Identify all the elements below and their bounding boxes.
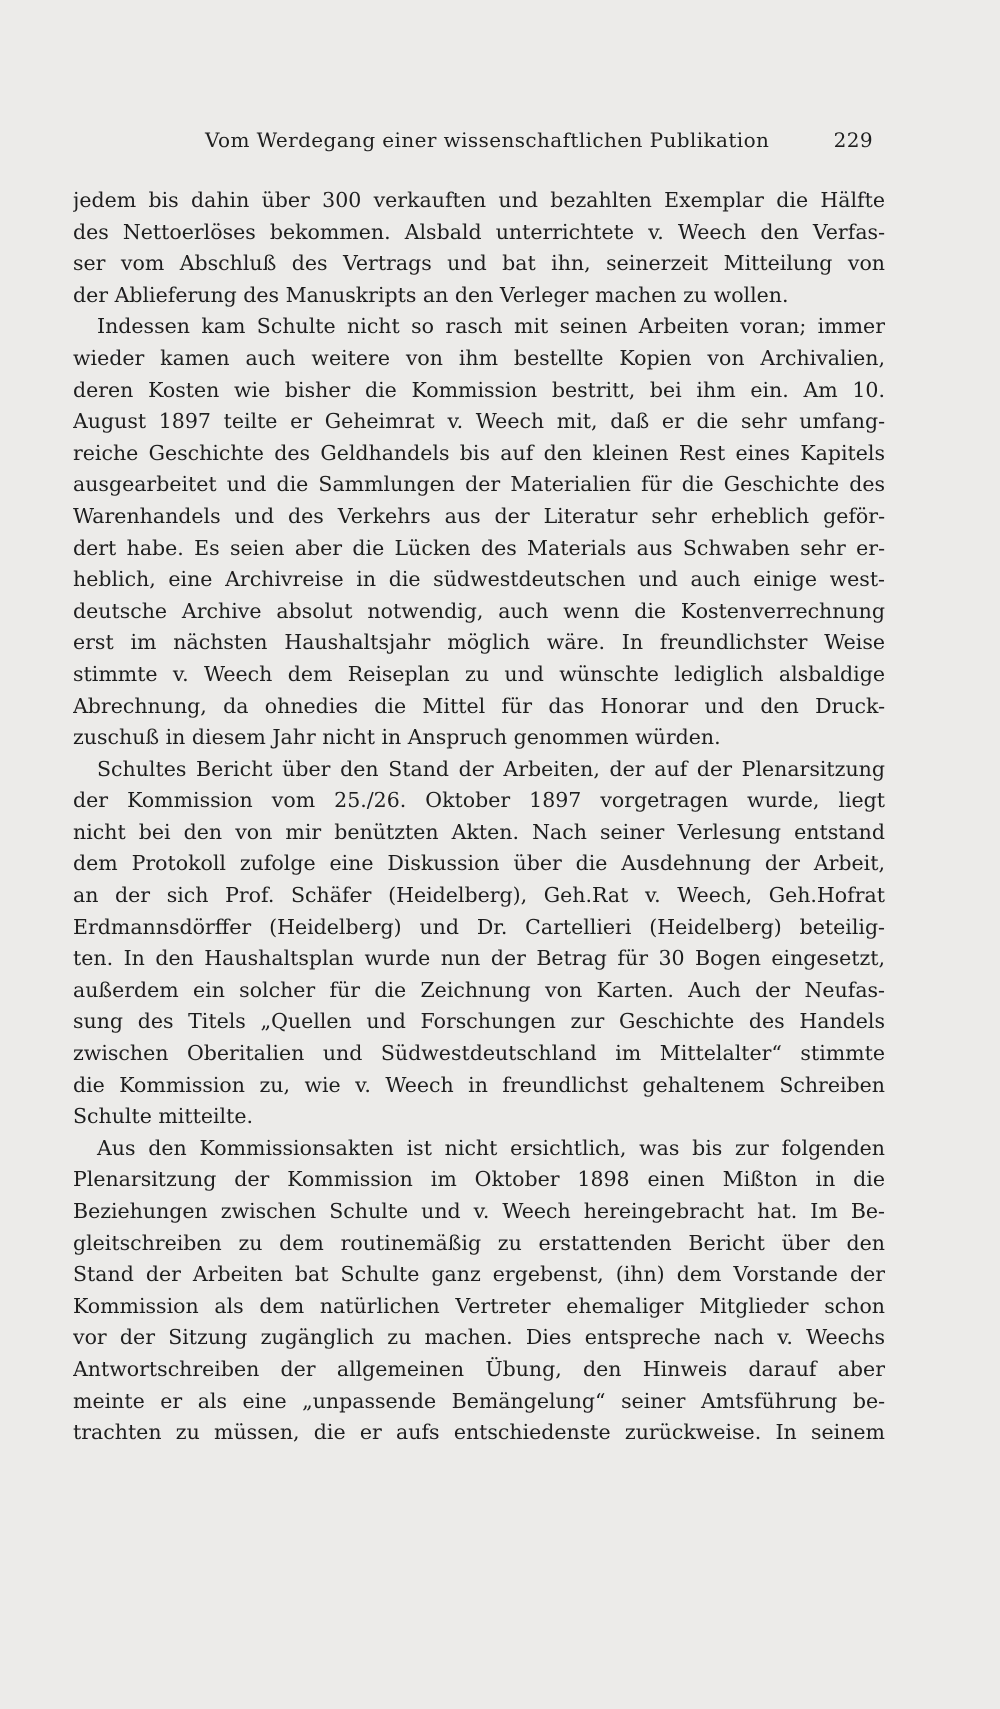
text-line: Plenarsitzung der Kommission im Oktober 1898 einen Mißton in die (73, 1167, 885, 1192)
text-line: Erdmannsdörffer (Heidelberg) und Dr. Cartellieri (Heidelberg) beteilig- (73, 914, 885, 939)
text-line: August 1897 teilte er Geheimrat v. Weech mit, daß er die sehr umfang- (73, 409, 885, 434)
running-title: Vom Werdegang einer wissenschaftlichen Publikation (205, 128, 770, 152)
text-line: dert habe. Es seien aber die Lücken des Materials aus Schwaben sehr er- (73, 535, 885, 560)
text-line: Abrechnung, da ohnedies die Mittel für das Honorar und den Druck- (73, 693, 885, 718)
text-line: Antwortschreiben der allgemeinen Übung, den Hinweis darauf aber (73, 1356, 885, 1381)
text-line: wieder kamen auch weitere von ihm bestellte Kopien von Archivalien, (73, 345, 885, 370)
text-line: erst im nächsten Haushaltsjahr möglich wäre. In freundlichster Weise (73, 630, 885, 655)
text-line: jedem bis dahin über 300 verkauften und bezahlten Exemplar die Hälfte (73, 188, 885, 212)
text-line: ser vom Abschluß des Vertrags und bat ihn, seinerzeit Mitteilung von (73, 251, 885, 276)
text-line: meinte er als eine „unpassende Bemängelung“ seiner Amtsführung be- (73, 1388, 885, 1413)
text-line: Schultes Bericht über den Stand der Arbeiten, der auf der Plenarsitzung (97, 756, 885, 781)
text-line: die Kommission zu, wie v. Weech in freundlichst gehaltenem Schreiben (73, 1072, 885, 1097)
text-line: stimmte v. Weech dem Reiseplan zu und wünschte lediglich alsbaldige (73, 661, 885, 686)
running-head (73, 124, 873, 158)
text-line: trachten zu müssen, die er aufs entschiedenste zurückweise. In seinem (73, 1420, 885, 1445)
text-line: Schulte mitteilte. (73, 1104, 253, 1129)
text-line: sung des Titels „Quellen und Forschungen zur Geschichte des Handels (73, 1009, 885, 1034)
body-text (73, 185, 885, 1449)
text-line: außerdem ein solcher für die Zeichnung von Karten. Auch der Neufas- (73, 977, 885, 1002)
text-line: gleitschreiben zu dem routinemäßig zu erstattenden Bericht über den (73, 1230, 885, 1255)
text-line: deutsche Archive absolut notwendig, auch wenn die Kostenverrechnung (73, 598, 885, 623)
text-line: ten. In den Haushaltsplan wurde nun der Betrag für 30 Bogen eingesetzt, (73, 946, 885, 971)
text-line: dem Protokoll zufolge eine Diskussion über die Ausdehnung der Arbeit, (73, 851, 885, 876)
text-line: Aus den Kommissionsakten ist nicht ersichtlich, was bis zur folgenden (97, 1135, 885, 1160)
text-line: deren Kosten wie bisher die Kommission bestritt, bei ihm ein. Am 10. (73, 377, 885, 402)
text-line: vor der Sitzung zugänglich zu machen. Dies entspreche nach v. Weechs (73, 1325, 885, 1350)
text-line: Warenhandels und des Verkehrs aus der Literatur sehr erheblich geför- (73, 503, 885, 528)
text-line: nicht bei den von mir benützten Akten. Nach seiner Verlesung entstand (73, 819, 885, 844)
text-line: Beziehungen zwischen Schulte und v. Weech hereingebracht hat. Im Be- (73, 1199, 885, 1223)
page-number: 229 (833, 128, 873, 152)
text-line: der Kommission vom 25./26. Oktober 1897 vorgetragen wurde, liegt (73, 788, 885, 813)
text-line: Stand der Arbeiten bat Schulte ganz ergebenst, (ihn) dem Vorstande der (73, 1262, 885, 1287)
text-line: reiche Geschichte des Geldhandels bis auf den kleinen Rest eines Kapitels (73, 440, 885, 465)
text-line: Indessen kam Schulte nicht so rasch mit seinen Arbeiten voran; immer (97, 314, 885, 339)
text-line: zuschuß in diesem Jahr nicht in Anspruch genommen würden. (73, 725, 721, 750)
text-line: an der sich Prof. Schäfer (Heidelberg), Geh.Rat v. Weech, Geh.Hofrat (73, 883, 885, 908)
text-line: des Nettoerlöses bekommen. Alsbald unterrichtete v. Weech den Verfas- (73, 219, 885, 244)
text-line: der Ablieferung des Manuskripts an den Verleger machen zu wollen. (73, 282, 789, 307)
text-line: Kommission als dem natürlichen Vertreter ehemaliger Mitglieder schon (73, 1293, 885, 1318)
text-line: ausgearbeitet und die Sammlungen der Materialien für die Geschichte des (73, 472, 885, 497)
text-line: zwischen Oberitalien und Südwestdeutschland im Mittelalter“ stimmte (73, 1041, 885, 1066)
text-line: heblich, eine Archivreise in die südwestdeutschen und auch einige west- (73, 567, 885, 592)
